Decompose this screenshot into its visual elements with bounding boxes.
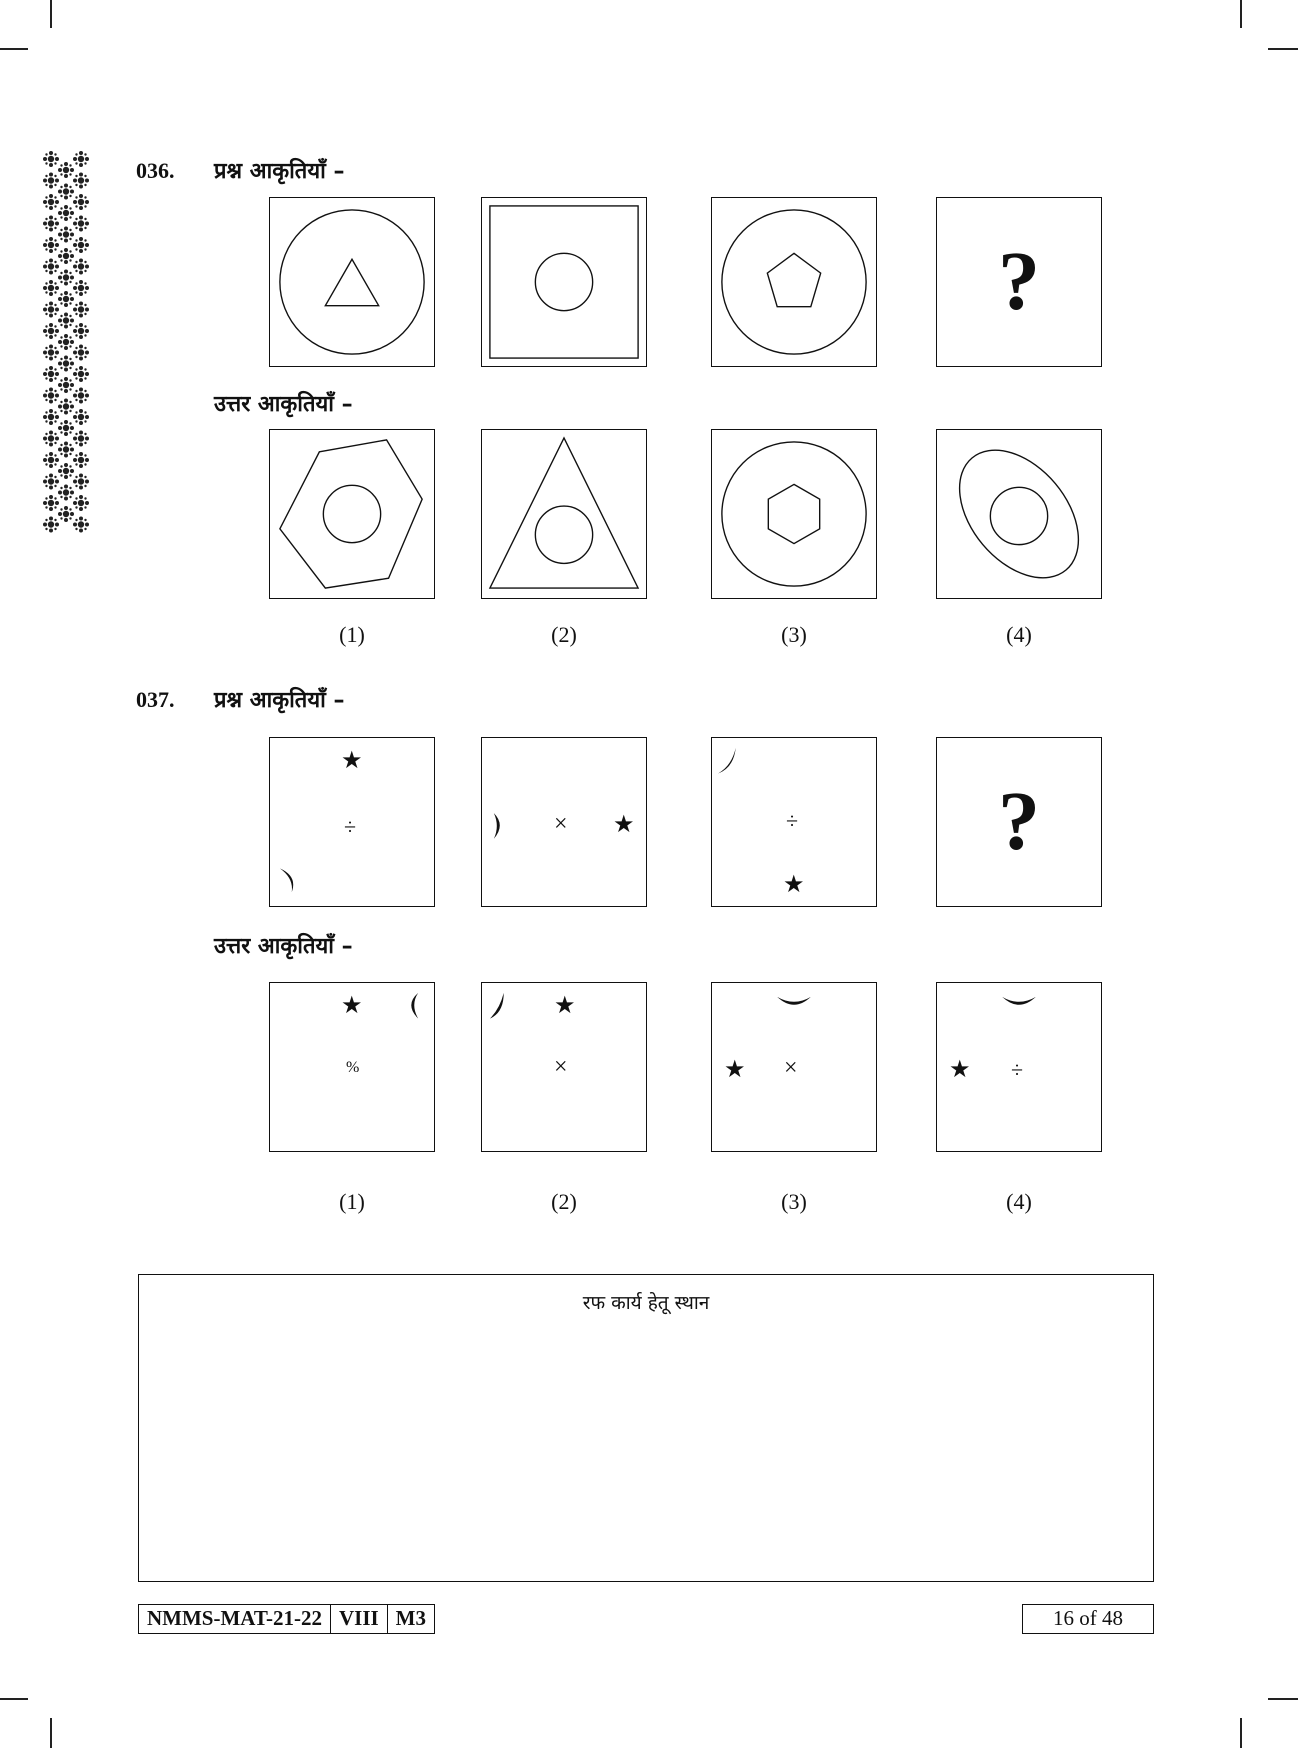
divide-icon: ÷: [344, 814, 357, 839]
border-motif: [58, 205, 74, 221]
star-icon: ★: [613, 812, 635, 838]
border-motif: [58, 442, 74, 458]
q037-answer-figure-4[interactable]: [936, 982, 1102, 1152]
page-number: 16 of 48: [1022, 1604, 1154, 1634]
divide-icon: ÷: [786, 808, 799, 833]
q036-option-3-label[interactable]: (3): [781, 622, 807, 647]
border-motif: [73, 517, 89, 533]
q037-problem-figure-2: [481, 737, 647, 907]
question-mark: ?: [998, 775, 1040, 868]
border-motif: [43, 452, 59, 468]
answer-figures-label-037: उत्तर आकृतियाँ –: [214, 934, 353, 959]
times-icon: ×: [554, 1054, 568, 1080]
crop-mark: [1240, 0, 1242, 28]
border-motif: [58, 313, 74, 329]
border-motif: [43, 194, 59, 210]
border-motif: [58, 162, 74, 178]
border-motif: [73, 151, 89, 167]
border-motif: [58, 377, 74, 393]
crop-mark: [1268, 48, 1298, 50]
q036-problem-figure-3: [711, 197, 877, 367]
border-motif: [58, 248, 74, 264]
border-motif: [73, 452, 89, 468]
q036-answer-figure-4[interactable]: [936, 429, 1102, 599]
q036-missing-figure: [936, 197, 1102, 367]
border-motif: [58, 227, 74, 243]
crop-mark: [0, 1698, 28, 1700]
crop-mark: [50, 1718, 52, 1748]
border-motif: [73, 474, 89, 490]
border-motif: [58, 463, 74, 479]
crop-mark: [1268, 1698, 1298, 1700]
border-motif: [43, 517, 59, 533]
circle-with-pentagon-figure: [712, 198, 876, 366]
answer-figures-label-036: उत्तर आकृतियाँ –: [214, 392, 353, 417]
border-motif: [43, 302, 59, 318]
q037-missing-figure: [936, 737, 1102, 907]
square-with-circle-figure: [482, 198, 646, 366]
border-motif: [43, 216, 59, 232]
divide-icon: ÷: [1011, 1057, 1024, 1082]
star-icon: ★: [554, 993, 576, 1019]
times-icon: ×: [554, 811, 568, 837]
border-motif: [73, 280, 89, 296]
border-motif: [58, 506, 74, 522]
q037-answer-figure-3[interactable]: [711, 982, 877, 1152]
border-motif: [43, 495, 59, 511]
star-icon: ★: [341, 748, 363, 774]
border-motif: [73, 323, 89, 339]
border-motif: [73, 173, 89, 189]
q037-option-2-label[interactable]: (2): [551, 1189, 577, 1214]
border-motif: [73, 409, 89, 425]
q036-option-4-label[interactable]: (4): [1006, 622, 1032, 647]
border-motif: [73, 366, 89, 382]
question-number-036: 036.: [136, 158, 175, 183]
times-icon: ×: [784, 1055, 798, 1081]
border-motif: [43, 409, 59, 425]
q036-answer-figure-3[interactable]: [711, 429, 877, 599]
border-motif: [58, 291, 74, 307]
q036-option-1-label[interactable]: (1): [339, 622, 365, 647]
triangle-with-circle-figure: [482, 430, 646, 598]
question-figures-label-036: प्रश्न आकृतियाँ –: [214, 159, 345, 184]
q036-option-2-label[interactable]: (2): [551, 622, 577, 647]
q037-problem-figure-1: [269, 737, 435, 907]
border-motif: [58, 420, 74, 436]
border-motif: [43, 388, 59, 404]
border-motif: [43, 345, 59, 361]
border-motif: [58, 270, 74, 286]
footer-paper-code: [138, 1604, 435, 1634]
q037-option-4-label[interactable]: (4): [1006, 1189, 1032, 1214]
crop-mark: [1240, 1718, 1242, 1748]
question-mark: ?: [998, 235, 1040, 328]
crop-mark: [50, 0, 52, 28]
border-motif: [43, 173, 59, 189]
border-motif: [43, 366, 59, 382]
rough-work-title: रफ कार्य हेतू स्थान: [582, 1292, 710, 1314]
border-motif: [73, 194, 89, 210]
border-motif: [43, 431, 59, 447]
question-number-037: 037.: [136, 687, 175, 712]
border-motif: [73, 431, 89, 447]
border-motif: [58, 399, 74, 415]
hexagon-with-circle-figure: [270, 430, 434, 598]
border-motif: [73, 237, 89, 253]
q036-answer-figure-1[interactable]: [269, 429, 435, 599]
q037-answer-figure-2[interactable]: [481, 982, 647, 1152]
border-motif: [73, 216, 89, 232]
footer-class: VIII: [331, 1605, 388, 1633]
q037-problem-figure-3: [711, 737, 877, 907]
border-motif: [73, 259, 89, 275]
border-motif: [58, 356, 74, 372]
border-motif: [73, 388, 89, 404]
q037-option-3-label[interactable]: (3): [781, 1189, 807, 1214]
q037-option-1-label[interactable]: (1): [339, 1189, 365, 1214]
border-motif: [43, 474, 59, 490]
star-icon: ★: [724, 1057, 746, 1083]
star-icon: ★: [783, 872, 805, 898]
border-motif: [43, 151, 59, 167]
border-motif: [43, 280, 59, 296]
question-figures-label-037: प्रश्न आकृतियाँ –: [214, 688, 345, 713]
circle-with-triangle-figure: [270, 198, 434, 366]
percent-icon: %: [346, 1059, 360, 1076]
border-motif: [58, 334, 74, 350]
q036-answer-figure-2[interactable]: [481, 429, 647, 599]
border-motif: [73, 495, 89, 511]
circle-with-hexagon-figure: [712, 430, 876, 598]
crescent-icon: [270, 738, 434, 906]
decorative-border-pattern: [36, 148, 96, 544]
border-motif: [58, 184, 74, 200]
border-motif: [58, 485, 74, 501]
q036-problem-figure-2: [481, 197, 647, 367]
q036-problem-figure-1: [269, 197, 435, 367]
ellipse-with-circle-figure: [937, 430, 1101, 598]
star-icon: ★: [341, 993, 363, 1019]
footer-exam-code: NMMS-MAT-21-22: [139, 1605, 331, 1633]
star-icon: ★: [949, 1057, 971, 1083]
footer-set: M3: [395, 1606, 426, 1630]
rough-work-area: [138, 1274, 1154, 1582]
border-motif: [43, 237, 59, 253]
border-motif: [73, 345, 89, 361]
border-motif: [73, 302, 89, 318]
border-motif: [43, 259, 59, 275]
q037-answer-figure-1[interactable]: [269, 982, 435, 1152]
border-motif: [43, 323, 59, 339]
crop-mark: [0, 48, 28, 50]
